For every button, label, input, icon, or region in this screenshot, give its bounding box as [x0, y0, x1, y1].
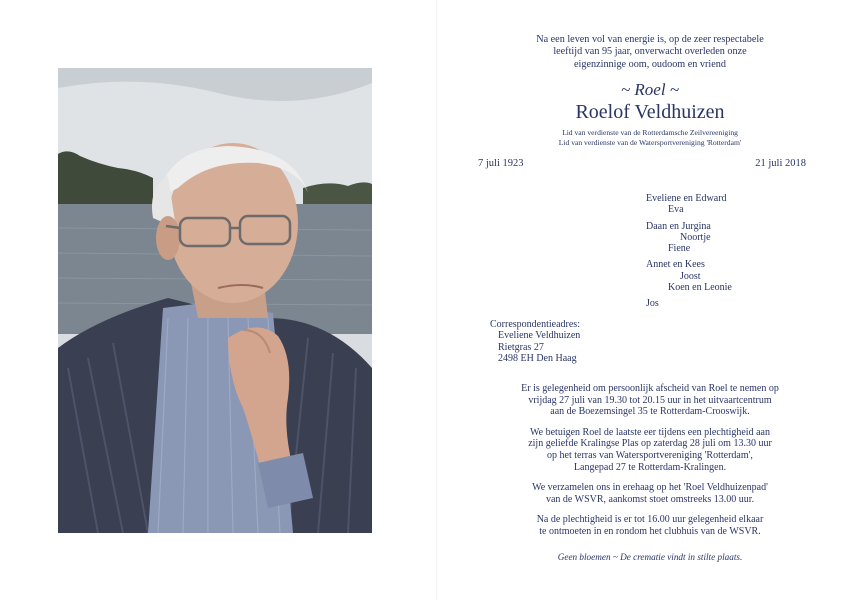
- correspondence-heading: Correspondentieadres:: [490, 319, 580, 330]
- notice-viewing: [470, 383, 830, 418]
- closing-note: Geen bloemen ~ De crematie vindt in stilte plaats.: [557, 552, 743, 562]
- intro-line: eigenzinnige oom, oudoom en vriend: [574, 58, 726, 70]
- merits: [470, 128, 830, 147]
- correspondence-address: [490, 319, 580, 364]
- intro-line: leeftijd van 95 jaar, onverwacht overleden onze: [553, 46, 747, 58]
- notice-line: te ontmoeten in en rondom het clubhuis van de WSVR.: [539, 525, 761, 537]
- family-list: [646, 193, 732, 310]
- intro-line: Na een leven vol van energie is, op de zeer respectabele: [536, 34, 764, 45]
- notice-line: Langepad 27 te Rotterdam-Kralingen.: [573, 461, 727, 473]
- notice-line: zijn geliefde Kralingse Plas op zaterdag 28 juli om 13.30 uur: [528, 438, 772, 450]
- family-parents: Jos: [646, 298, 659, 310]
- nickname: ~ Roel ~: [620, 80, 680, 99]
- family-parents: Daan en Jurgina: [646, 220, 711, 232]
- notice-line: op het terras van Watersportvereniging 'Rotterdam',: [547, 449, 753, 461]
- family-child: Koen en Leonie: [668, 282, 732, 294]
- notice-line: van de WSVR, aankomst stoet omstreeks 13.00 uur.: [545, 493, 755, 505]
- merit-line: Lid van verdienste van de Rotterdamsche Zeilvereeniging: [562, 128, 738, 137]
- family-parents: Eveliene en Edward: [646, 193, 727, 204]
- ceremony-notices: [470, 383, 830, 547]
- notice-gathering: [470, 482, 830, 505]
- intro-text: [470, 34, 830, 71]
- full-name: Roelof Veldhuizen: [575, 101, 725, 123]
- correspondence-city: 2498 EH Den Haag: [498, 352, 577, 364]
- notice-line: We betuigen Roel de laatste eer tijdens een plechtigheid aan: [530, 426, 770, 438]
- family-child: Noortje: [680, 231, 711, 243]
- family-child: Fiene: [668, 243, 691, 255]
- notice-line: aan de Boezemsingel 35 te Rotterdam-Crooswijk.: [550, 406, 750, 418]
- notice-ceremony: [470, 427, 830, 473]
- card-fold-line: [436, 0, 437, 600]
- notice-line: Er is gelegenheid om persoonlijk afscheid van Roel te nemen op: [521, 383, 779, 394]
- death-date: 21 juli 2018: [755, 158, 806, 169]
- family-child: Joost: [680, 270, 701, 282]
- correspondence-name: Eveliene Veldhuizen: [498, 330, 581, 342]
- family-child: Eva: [668, 204, 684, 216]
- correspondence-street: Rietgras 27: [498, 341, 544, 353]
- portrait-photo: [58, 68, 372, 533]
- notice-reception: [470, 514, 830, 537]
- birth-date: 7 juli 1923: [478, 158, 524, 169]
- family-parents: Annet en Kees: [646, 259, 705, 271]
- notice-line: Na de plechtigheid is er tot 16.00 uur gelegenheid elkaar: [536, 514, 764, 526]
- notice-line: vrijdag 27 juli van 19.30 tot 20.15 uur in het uitvaartcentrum: [528, 394, 772, 406]
- notice-line: We verzamelen ons in erehaag op het 'Roel Veldhuizenpad': [532, 482, 768, 494]
- merit-line: Lid van verdienste van de Watersportvereniging 'Rotterdam': [558, 137, 742, 147]
